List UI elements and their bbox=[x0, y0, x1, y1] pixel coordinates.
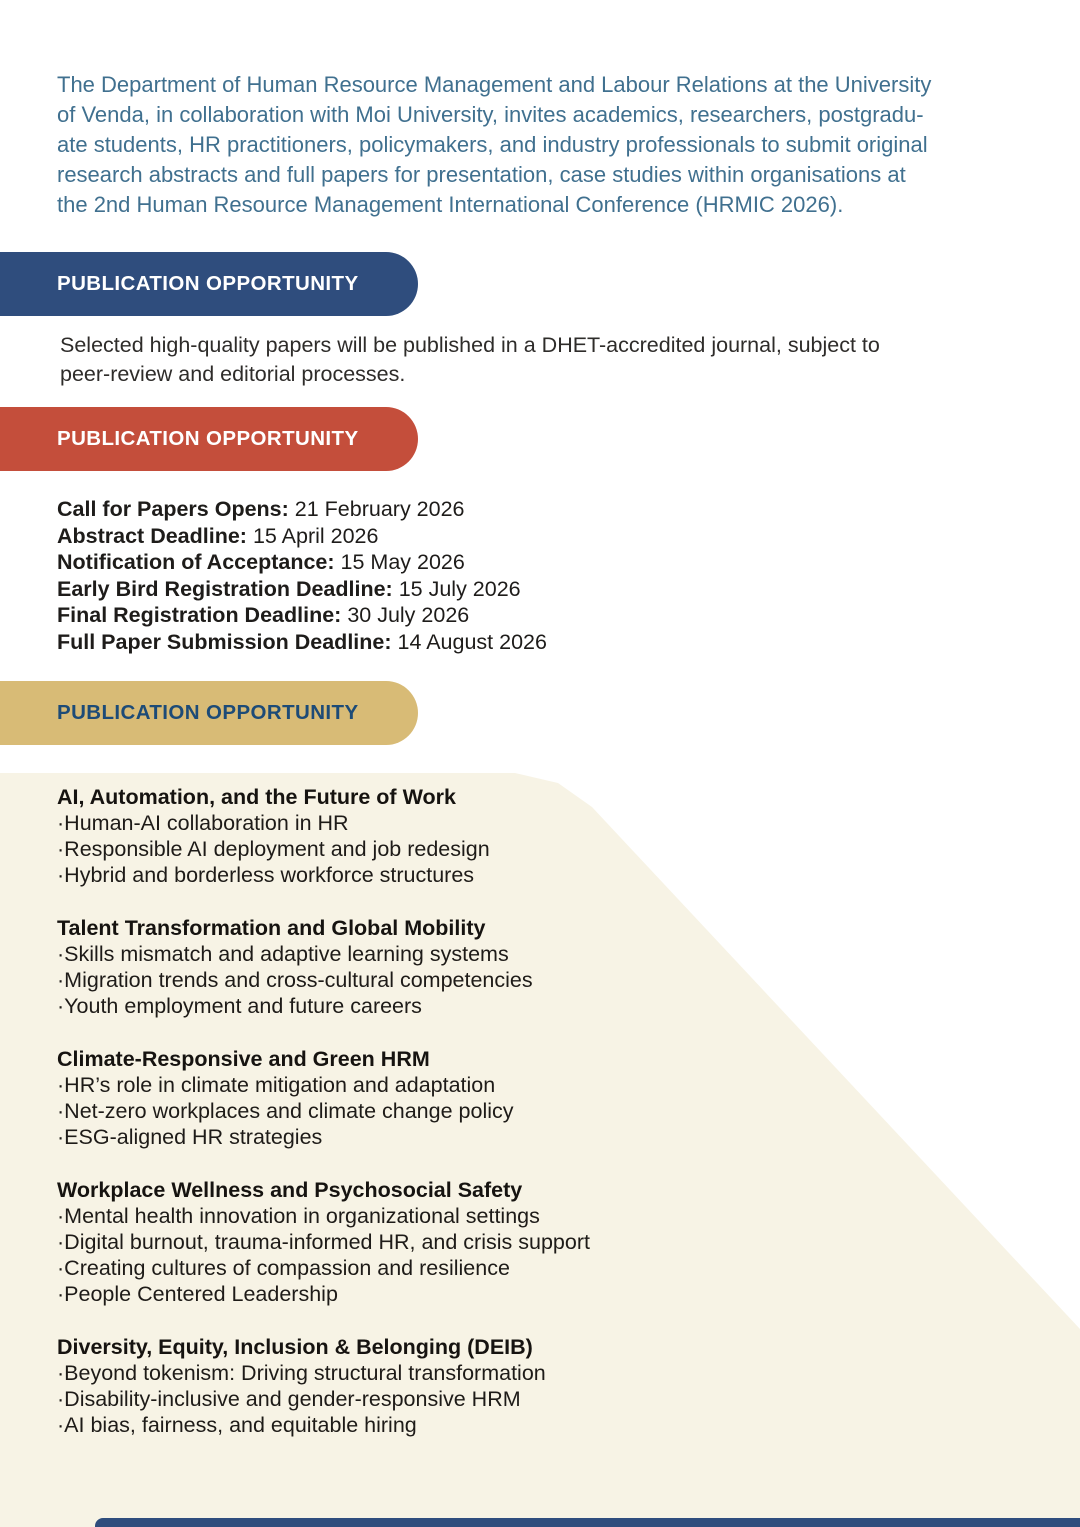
theme-title: Diversity, Equity, Inclusion & Belonging (DEIB) bbox=[57, 1335, 533, 1359]
intro-line: research abstracts and full papers for presentation, case studies within organisations at bbox=[57, 162, 906, 187]
date-row bbox=[57, 496, 547, 523]
date-label: Early Bird Registration Deadline: bbox=[57, 576, 393, 601]
date-value: 15 April 2026 bbox=[252, 523, 379, 548]
banner-label: PUBLICATION OPPORTUNITY bbox=[57, 272, 359, 295]
theme-section bbox=[57, 1334, 1037, 1438]
theme-bullet: · People Centered Leadership bbox=[57, 1281, 1037, 1307]
date-label: Abstract Deadline: bbox=[57, 523, 247, 548]
note-line: peer-review and editorial processes. bbox=[60, 362, 406, 386]
theme-section bbox=[57, 1046, 1037, 1150]
key-dates-list bbox=[57, 496, 547, 656]
theme-bullet: · Migration trends and cross-cultural competencies bbox=[57, 967, 1037, 993]
intro-line: of Venda, in collaboration with Moi University, invites academics, researchers, postgradu- bbox=[57, 102, 924, 127]
footer-bar bbox=[95, 1518, 1080, 1527]
publication-banner-gold bbox=[0, 681, 418, 745]
theme-bullet: · Disability-inclusive and gender-responsive HRM bbox=[57, 1386, 1037, 1412]
date-label: Call for Papers Opens: bbox=[57, 497, 289, 521]
theme-title: Climate-Responsive and Green HRM bbox=[57, 1047, 430, 1071]
date-row bbox=[57, 602, 547, 629]
date-value: 15 July 2026 bbox=[398, 576, 521, 601]
date-value: 15 May 2026 bbox=[340, 550, 465, 575]
intro-line: the 2nd Human Resource Management International Conference (HRMIC 2026). bbox=[57, 192, 844, 217]
theme-bullet: · Creating cultures of compassion and resilience bbox=[57, 1255, 1037, 1281]
date-row bbox=[57, 549, 547, 576]
theme-bullet: · Human-AI collaboration in HR bbox=[57, 810, 1037, 836]
date-row bbox=[57, 576, 547, 603]
theme-title: AI, Automation, and the Future of Work bbox=[57, 785, 456, 809]
date-value: 30 July 2026 bbox=[347, 603, 470, 628]
theme-bullet: · Digital burnout, trauma-informed HR, and crisis support bbox=[57, 1229, 1037, 1255]
date-row bbox=[57, 523, 547, 550]
banner-label: PUBLICATION OPPORTUNITY bbox=[57, 701, 359, 724]
theme-bullet: · Beyond tokenism: Driving structural transformation bbox=[57, 1360, 1037, 1386]
intro-paragraph bbox=[57, 70, 1067, 220]
theme-title: Workplace Wellness and Psychosocial Safety bbox=[57, 1178, 523, 1202]
theme-bullet: · Responsible AI deployment and job redesign bbox=[57, 836, 1037, 862]
theme-bullet: · Hybrid and borderless workforce structures bbox=[57, 862, 1037, 888]
theme-section bbox=[57, 784, 1037, 888]
note-line: Selected high-quality papers will be published in a DHET-accredited journal, subject to bbox=[60, 333, 880, 357]
date-row bbox=[57, 629, 547, 656]
themes-list bbox=[57, 784, 1037, 1465]
banner-label: PUBLICATION OPPORTUNITY bbox=[57, 427, 359, 450]
intro-line: The Department of Human Resource Management and Labour Relations at the University bbox=[57, 72, 932, 97]
theme-bullet: · Mental health innovation in organizational settings bbox=[57, 1203, 1037, 1229]
publication-note bbox=[60, 331, 1020, 389]
date-label: Notification of Acceptance: bbox=[57, 550, 335, 575]
theme-bullet: · ESG-aligned HR strategies bbox=[57, 1124, 1037, 1150]
theme-bullet: · AI bias, fairness, and equitable hiring bbox=[57, 1412, 1037, 1438]
theme-title: Talent Transformation and Global Mobility bbox=[57, 916, 486, 940]
date-value: 21 February 2026 bbox=[294, 497, 465, 521]
theme-bullet: · HR’s role in climate mitigation and adaptation bbox=[57, 1072, 1037, 1098]
intro-line: ate students, HR practitioners, policymakers, and industry professionals to submit original bbox=[57, 132, 928, 157]
publication-banner-navy bbox=[0, 252, 418, 316]
theme-section bbox=[57, 915, 1037, 1019]
theme-bullet: · Skills mismatch and adaptive learning systems bbox=[57, 941, 1037, 967]
theme-section bbox=[57, 1177, 1037, 1307]
date-label: Final Registration Deadline: bbox=[57, 603, 342, 628]
publication-banner-red bbox=[0, 407, 418, 471]
theme-bullet: · Net-zero workplaces and climate change policy bbox=[57, 1098, 1037, 1124]
date-value: 14 August 2026 bbox=[397, 629, 547, 654]
date-label: Full Paper Submission Deadline: bbox=[57, 629, 392, 654]
theme-bullet: · Youth employment and future careers bbox=[57, 993, 1037, 1019]
